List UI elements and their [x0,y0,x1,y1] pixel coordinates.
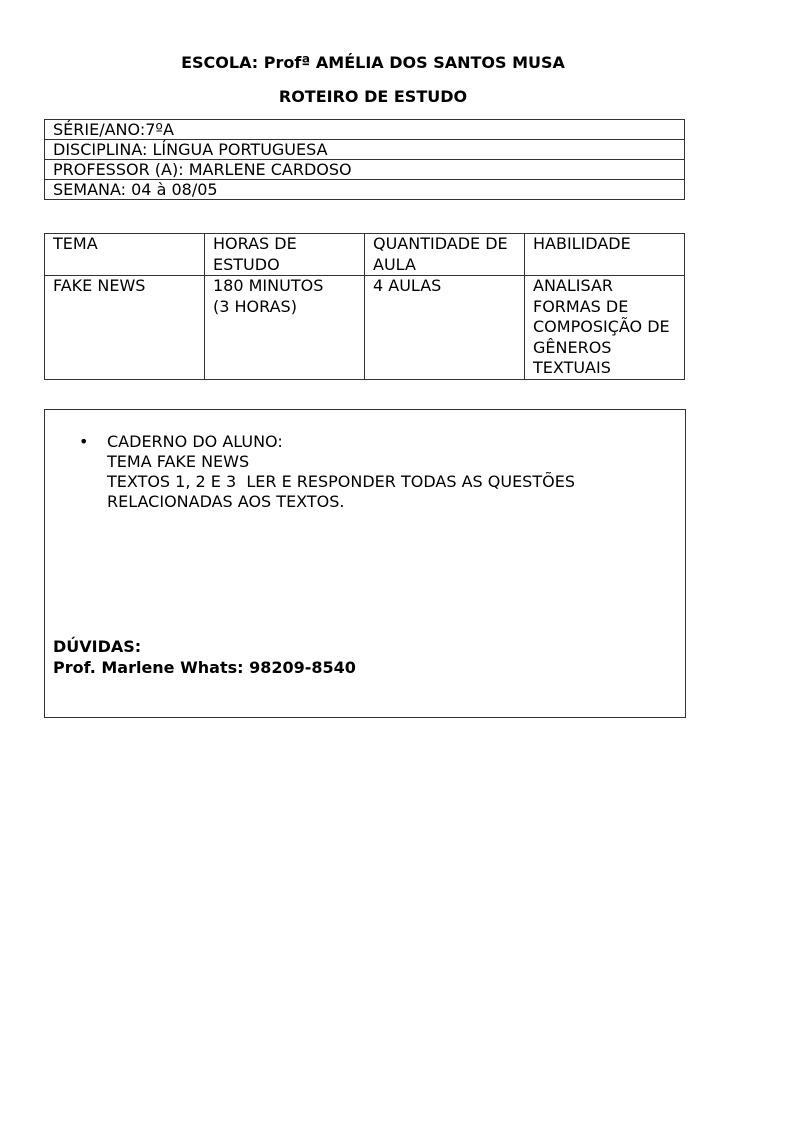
horas-minutes: 180 MINUTOS [213,276,324,295]
disciplina-cell: DISCIPLINA: LÍNGUA PORTUGUESA [45,140,685,160]
serie-cell: SÉRIE/ANO:7ºA [45,120,685,140]
header-tema: TEMA [45,234,205,276]
contact-section [53,636,356,678]
info-row-professor [45,160,685,180]
doubts-label: DÚVIDAS: [53,637,142,656]
task-box [44,409,686,718]
header-horas: HORAS DE ESTUDO [205,234,365,276]
cell-horas [205,276,365,380]
table-row [45,276,685,380]
info-row-disciplina [45,140,685,160]
study-plan-table [44,233,685,380]
semana-cell: SEMANA: 04 à 08/05 [45,180,685,200]
info-row-serie [45,120,685,140]
cell-tema: FAKE NEWS [45,276,205,380]
info-table [44,119,685,200]
document-title: ROTEIRO DE ESTUDO [278,87,468,106]
professor-cell: PROFESSOR (A): MARLENE CARDOSO [45,160,685,180]
header-habilidade: HABILIDADE [525,234,685,276]
task-line-2: TEMA FAKE NEWS [107,452,250,471]
table-header-row [45,234,685,276]
bullet-icon: • [79,432,89,451]
task-line-1: CADERNO DO ALUNO: [107,432,283,451]
school-title: ESCOLA: Profª AMÉLIA DOS SANTOS MUSA [181,53,565,72]
task-list-item [107,432,667,512]
task-line-4: RELACIONADAS AOS TEXTOS. [107,492,345,511]
info-row-semana [45,180,685,200]
cell-habilidade: ANALISAR FORMAS DE COMPOSIÇÃO DE GÊNEROS TEXTUAIS [525,276,685,380]
contact-text: Prof. Marlene Whats: 98209-8540 [53,658,356,677]
horas-hours: (3 HORAS) [213,296,297,316]
header-quantidade: QUANTIDADE DE AULA [365,234,525,276]
task-line-3: TEXTOS 1, 2 E 3 LER E RESPONDER TODAS AS QUESTÕES [107,472,575,491]
cell-quantidade: 4 AULAS [365,276,525,380]
